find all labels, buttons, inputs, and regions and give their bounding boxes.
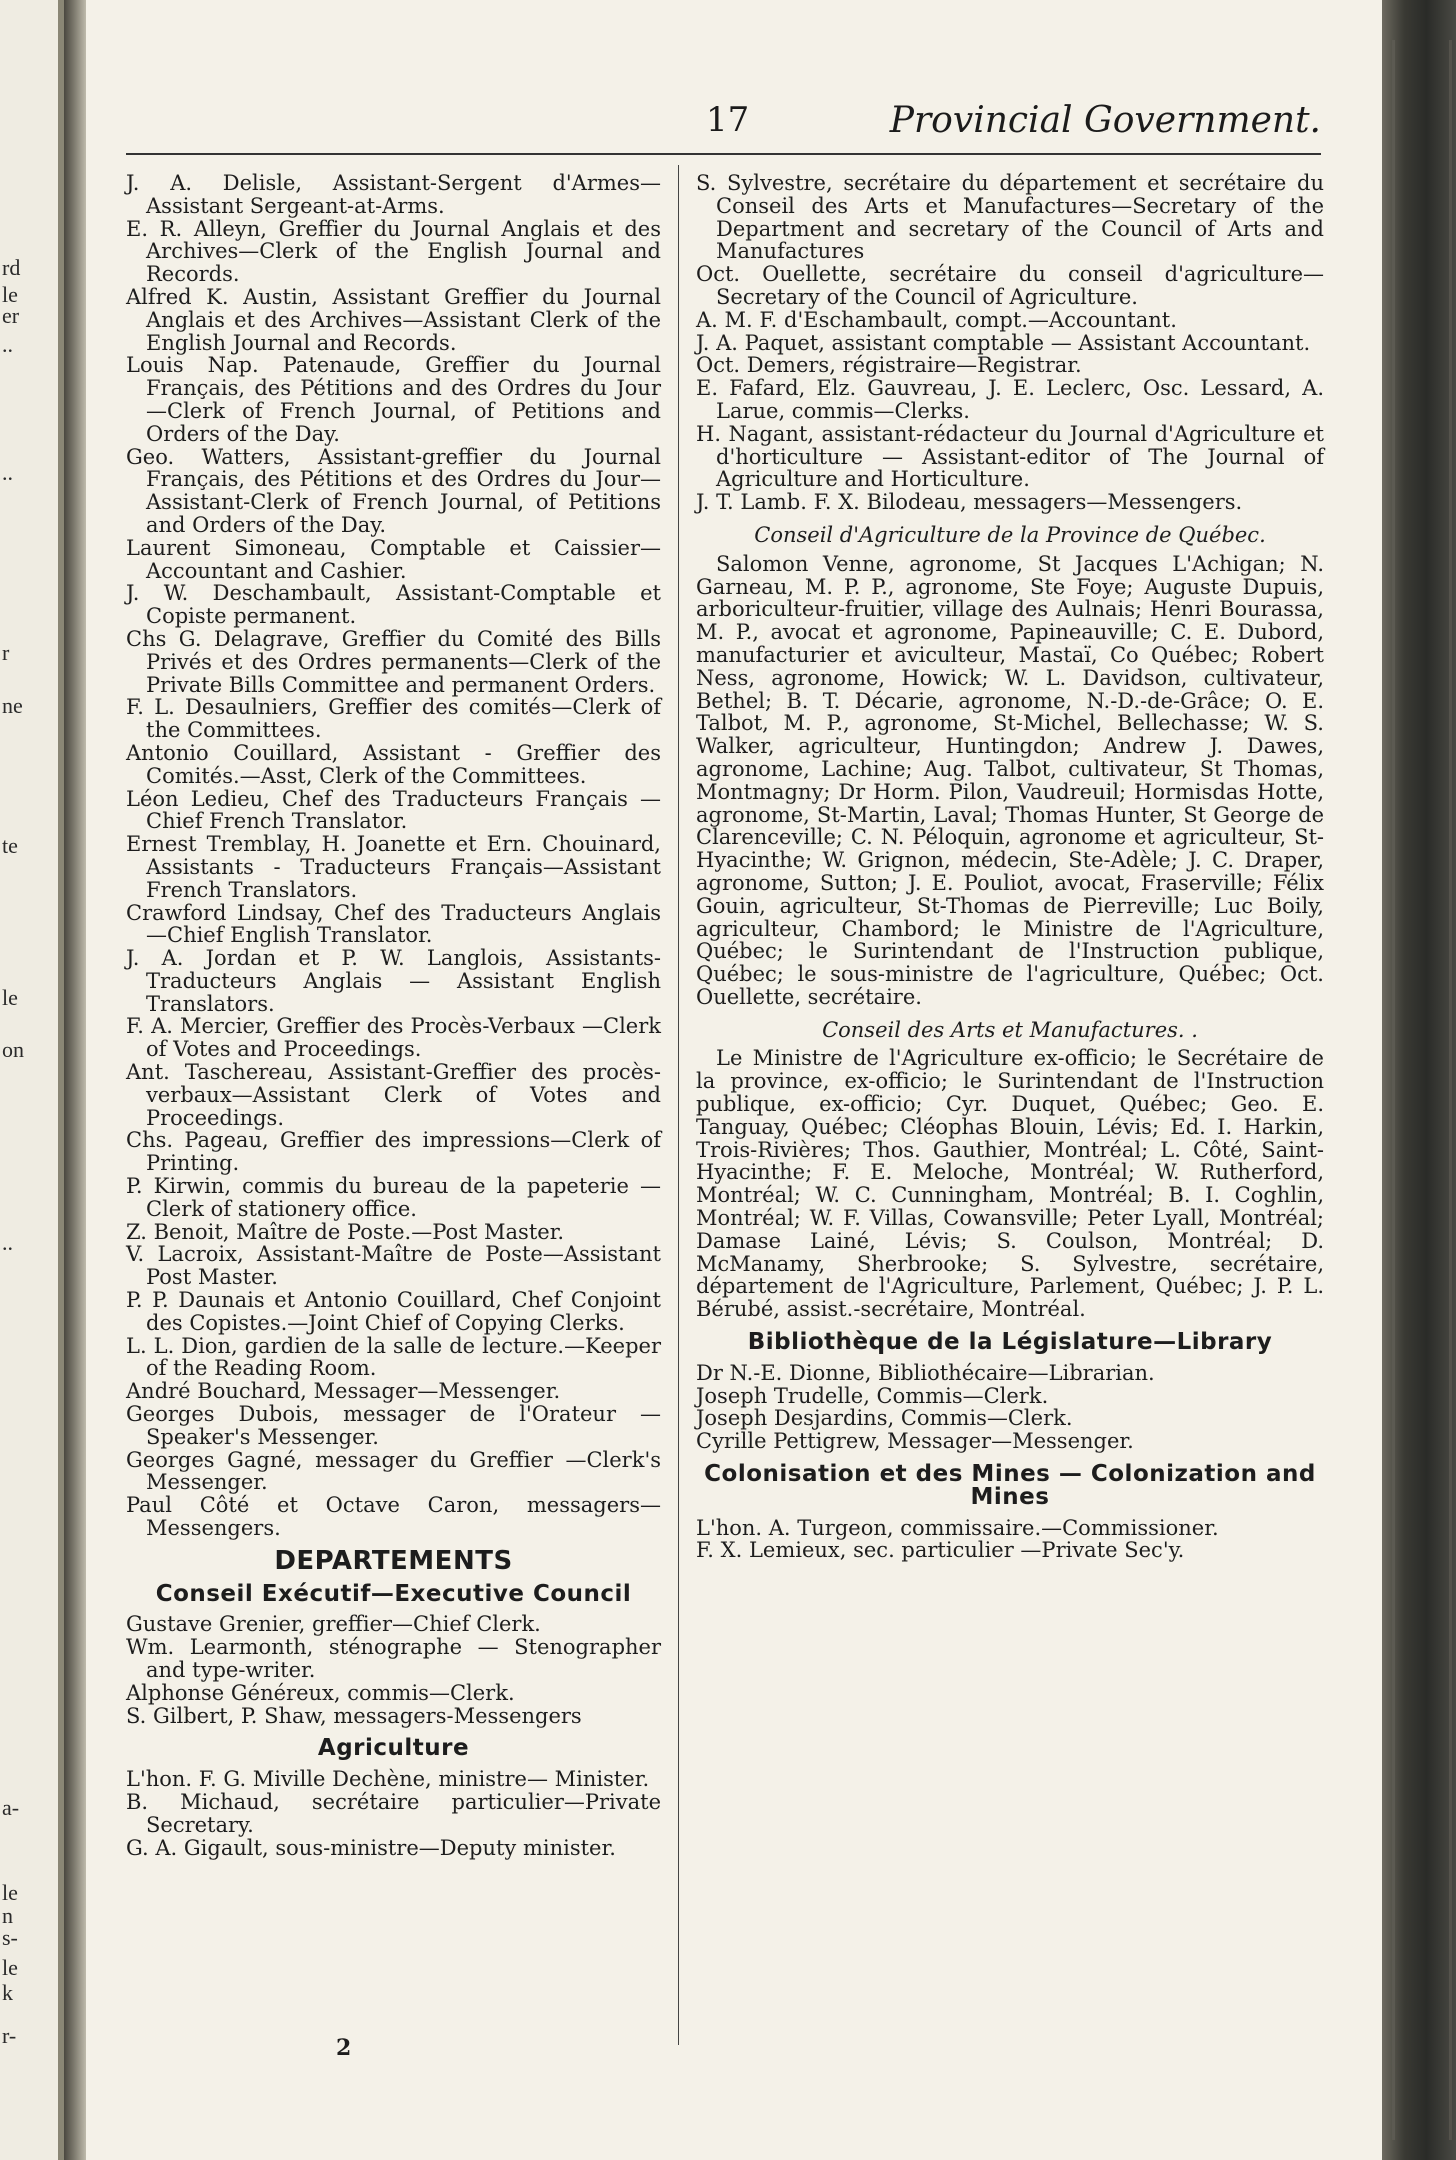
folio-signature: 2 [336, 2035, 352, 2061]
directory-entry: E. Fafard, Elz. Gauvreau, J. E. Leclerc, Osc. Lessard, A. Larue, commis—Clerks. [696, 376, 1324, 423]
previous-page-fragment: er [2, 303, 20, 328]
directory-entry: Gustave Grenier, greffier—Chief Clerk. [126, 1612, 541, 1637]
directory-entry: André Bouchard, Messager—Messenger. [126, 1379, 561, 1404]
left-column [126, 172, 661, 1859]
directory-entry: Dr N.-E. Dionne, Bibliothécaire—Librarian. [696, 1360, 1155, 1385]
previous-page-fragment: le [2, 282, 18, 307]
directory-entry: Cyrille Pettigrew, Messager—Messenger. [696, 1429, 1134, 1454]
directory-entry: E. R. Alleyn, Greffier du Journal Anglais et des Archives—Clerk of the English Journal and Records. [126, 216, 661, 287]
directory-entry: Ernest Tremblay, H. Joanette et Ern. Chouinard, Assistants - Traducteurs Français—Assistant French Translators. [126, 832, 661, 902]
directory-entry: L. L. Dion, gardien de la salle de lecture.—Keeper of the Reading Room. [126, 1333, 661, 1381]
previous-page-fragment: te [2, 833, 18, 858]
directory-entry: V. Lacroix, Assistant-Maître de Poste—Assistant Post Master. [126, 1242, 661, 1290]
departements-heading: DEPARTEMENTS [274, 1545, 513, 1576]
right-entries [696, 172, 1324, 514]
previous-page-fragment: r- [2, 2023, 17, 2048]
directory-entry: Crawford Lindsay, Chef des Traducteurs Anglais—Chief English Translator. [126, 900, 661, 948]
directory-entry: L'hon. A. Turgeon, commissaire.—Commissioner. [696, 1515, 1219, 1540]
directory-entry: F. L. Desaulniers, Greffier des comités—Clerk of the Committees. [126, 695, 661, 743]
directory-entry: Paul Côté et Octave Caron, messagers—Messengers. [126, 1493, 661, 1541]
directory-entry: Georges Dubois, messager de l'Orateur — Speaker's Messenger. [126, 1402, 661, 1449]
previous-page-fragment: .. [2, 332, 13, 357]
directory-entry: F. X. Lemieux, sec. particulier —Private Sec'y. [696, 1538, 1185, 1563]
directory-entry: Geo. Watters, Assistant-greffier du Journal Français, des Pétitions et des Ordres du Jour—Assistant-Clerk of French Journal, of Petitions and Orders of the Day. [126, 444, 661, 537]
directory-entry: G. A. Gigault, sous-ministre—Deputy minister. [126, 1835, 616, 1860]
previous-page-fragment: n [2, 1903, 13, 1928]
directory-entry: Louis Nap. Patenaude, Greffier du Journal Français, des Pétitions and des Ordres du Jour—Clerk of French Journal, of Petitions and Orders of the Day. [126, 353, 661, 446]
directory-entry: S. Sylvestre, secrétaire du département et secrétaire du Conseil des Arts et Manufactures—Secretary of the Department and secretary of the Council of Arts and Manufactures [696, 171, 1324, 264]
agriculture-entries [126, 1768, 661, 1859]
page-header [126, 100, 1321, 144]
directory-entry: L'hon. F. G. Miville Dechène, ministre— Minister. [126, 1767, 650, 1792]
directory-entry: Wm. Learmonth, sténographe — Stenographer and type-writer. [126, 1635, 661, 1682]
previous-page-fragment: r [2, 640, 10, 665]
directory-entry: Chs G. Delagrave, Greffier du Comité des Bills Privés et des Ordres permanents—Clerk of the Private Bills Committee and permanent Orders. [126, 626, 661, 697]
previous-page-fragment: le [2, 1955, 18, 1980]
directory-entry: P. Kirwin, commis du bureau de la papeterie —Clerk of stationery office. [126, 1174, 661, 1221]
directory-entry: Joseph Trudelle, Commis—Clerk. [696, 1383, 1049, 1408]
directory-entry: Joseph Desjardins, Commis—Clerk. [696, 1406, 1073, 1431]
mines-heading: Colonisation et des Mines — Colonization and Mines [704, 1461, 1316, 1510]
conseil-arts-heading: Conseil des Arts et Manufactures. . [822, 1017, 1198, 1042]
directory-entry: Georges Gagné, messager du Greffier —Clerk's Messenger. [126, 1447, 661, 1495]
directory-entry: J. A. Delisle, Assistant-Sergent d'Armes—Assistant Sergeant-at-Arms. [126, 171, 661, 218]
directory-entry: Alfred K. Austin, Assistant Greffier du Journal Anglais et des Archives—Assistant Clerk of the English Journal and Records. [126, 284, 661, 355]
previous-page-fragment: le [2, 985, 18, 1010]
header-rule [126, 153, 1321, 155]
page-number: 17 [706, 100, 750, 140]
directory-entry: Oct. Demers, régistraire—Registrar. [696, 353, 1082, 378]
directory-entry: J. T. Lamb. F. X. Bilodeau, messagers—Messengers. [696, 490, 1243, 515]
book-gutter [64, 0, 88, 2160]
running-title: Provincial Government. [889, 100, 1321, 141]
directory-entry: Laurent Simoneau, Comptable et Caissier—Accountant and Cashier. [126, 535, 661, 583]
conseil-agriculture-heading: Conseil d'Agriculture de la Province de Québec. [754, 522, 1266, 547]
directory-entry: J. A. Paquet, assistant comptable — Assistant Accountant. [696, 330, 1311, 355]
directory-entry: Alphonse Généreux, commis—Clerk. [126, 1680, 515, 1705]
conseil-arts-text: Le Ministre de l'Agriculture ex-officio; le Secrétaire de la province, ex-officio; le Surintendant de l'Instruction publique, ex-officio; Cyr. Duquet, Québec; Geo. E. Tanguay, Québec; Cléophas Blouin, Lévis; Ed. I. Harkin, Trois-Rivières; Thos. Gauthier, Montréal; L. Côté, Saint-Hyacinthe; F. E. Meloche, Montréal; W. Rutherford, Montréal; W. C. Cunningham, Montréal; B. I. Coghlin, Montréal; W. F. Villas, Cowansville; Peter Lyall, Montréal; Damase Lainé, Lévis; S. Coulson, Montréal; D. McManamy, Sherbrooke; S. Sylvestre, secrétaire, département de l'Agriculture, Parlement, Québec; J. P. L. Bérubé, assist.-secrétaire, Montréal. [696, 1046, 1324, 1322]
directory-entry: Oct. Ouellette, secrétaire du conseil d'agriculture—Secretary of the Council of Agriculture. [696, 262, 1324, 309]
previous-page-fragment: rd [2, 255, 21, 280]
directory-entry: J. W. Deschambault, Assistant-Comptable et Copiste permanent. [126, 581, 661, 629]
agriculture-heading: Agriculture [317, 1735, 470, 1762]
book-spine [1382, 0, 1456, 2160]
library-heading: Bibliothèque de la Législature—Library [747, 1329, 1273, 1356]
previous-page-fragment: a- [2, 1795, 20, 1820]
left-entries [126, 172, 661, 1540]
directory-entry: Chs. Pageau, Greffier des impressions—Clerk of Printing. [126, 1128, 661, 1176]
conseil-agriculture-text: Salomon Venne, agronome, St Jacques L'Achigan; N. Garneau, M. P. P., agronome, Ste Foye; Auguste Dupuis, arboriculteur-fruitier, village des Aulnais; Henri Bourassa, M. P., avocat et agronome, Papineauville; C. E. Dubord, manufacturier et aviculteur, Mastaï, Co Québec; Robert Ness, agronome, Howick; W. L. Davidson, cultivateur, Bethel; B. T. Décarie, agronome, N.-D.-de-Grâce; O. E. Talbot, M. P., agronome, St-Michel, Bellechasse; W. S. Walker, agriculteur, Huntingdon; Andrew J. Dawes, agronome, Lachine; Aug. Talbot, cultivateur, St Thomas, Montmagny; Dr Horm. Pilon, Vaudreuil; Hormisdas Hotte, agronome, St-Martin, Laval; Thomas Hunter, St George de Clarenceville; C. N. Péloquin, agronome et agriculteur, St-Hyacinthe; W. Grignon, médecin, Ste-Adèle; J. C. Draper, agronome, Sutton; J. E. Pouliot, avocat, Fraserville; Félix Gouin, agriculteur, St-Thomas de Pierreville; Luc Boily, agriculteur, Chambord; le Ministre de l'Agriculture, Québec; le Surintendant de l'Instruction publique, Québec; le sous-ministre de l'agriculture, Québec; Oct. Ouellette, secrétaire. [696, 551, 1324, 1009]
directory-entry: B. Michaud, secrétaire particulier—Private Secretary. [126, 1789, 661, 1837]
directory-entry: J. A. Jordan et P. W. Langlois, Assistants-Traducteurs Anglais — Assistant English Translators. [126, 946, 661, 1016]
page [86, 0, 1382, 2160]
previous-page-fragment: on [2, 1037, 24, 1062]
executive-council-heading: Conseil Exécutif—Executive Council [155, 1580, 632, 1607]
previous-page-fragment: .. [2, 460, 13, 485]
directory-entry: F. A. Mercier, Greffier des Procès-Verbaux —Clerk of Votes and Proceedings. [126, 1014, 661, 1062]
previous-page-fragment: .. [2, 1230, 13, 1255]
executive-entries [126, 1613, 661, 1727]
directory-entry: Ant. Taschereau, Assistant-Greffier des procès-verbaux—Assistant Clerk of Votes and Proceedings. [126, 1060, 661, 1130]
previous-page-fragment: k [2, 1980, 13, 2005]
directory-entry: P. P. Daunais et Antonio Couillard, Chef Conjoint des Copistes.—Joint Chief of Copying Clerks. [126, 1288, 661, 1335]
previous-page-fragment: s- [2, 1925, 18, 1950]
directory-entry: Léon Ledieu, Chef des Traducteurs Français —Chief French Translator. [126, 786, 661, 834]
previous-page-edge [0, 0, 64, 2160]
directory-entry: A. M. F. d'Eschambault, compt.—Accountant. [696, 307, 1177, 332]
directory-entry: Antonio Couillard, Assistant - Greffier des Comités.—Asst, Clerk of the Committees. [126, 740, 661, 788]
previous-page-fragment: ne [2, 693, 23, 718]
previous-page-fragment: le [2, 1880, 18, 1905]
spine-band [1392, 40, 1452, 2140]
right-column [696, 172, 1324, 1562]
column-divider [678, 165, 679, 2045]
mines-entries [696, 1517, 1324, 1563]
directory-entry: H. Nagant, assistant-rédacteur du Journal d'Agriculture et d'horticulture — Assistant-editor of The Journal of Agriculture and Horticulture. [696, 421, 1324, 492]
directory-entry: Z. Benoit, Maître de Poste.—Post Master. [126, 1219, 565, 1244]
library-entries [696, 1362, 1324, 1453]
directory-entry: S. Gilbert, P. Shaw, messagers-Messengers [126, 1703, 582, 1728]
